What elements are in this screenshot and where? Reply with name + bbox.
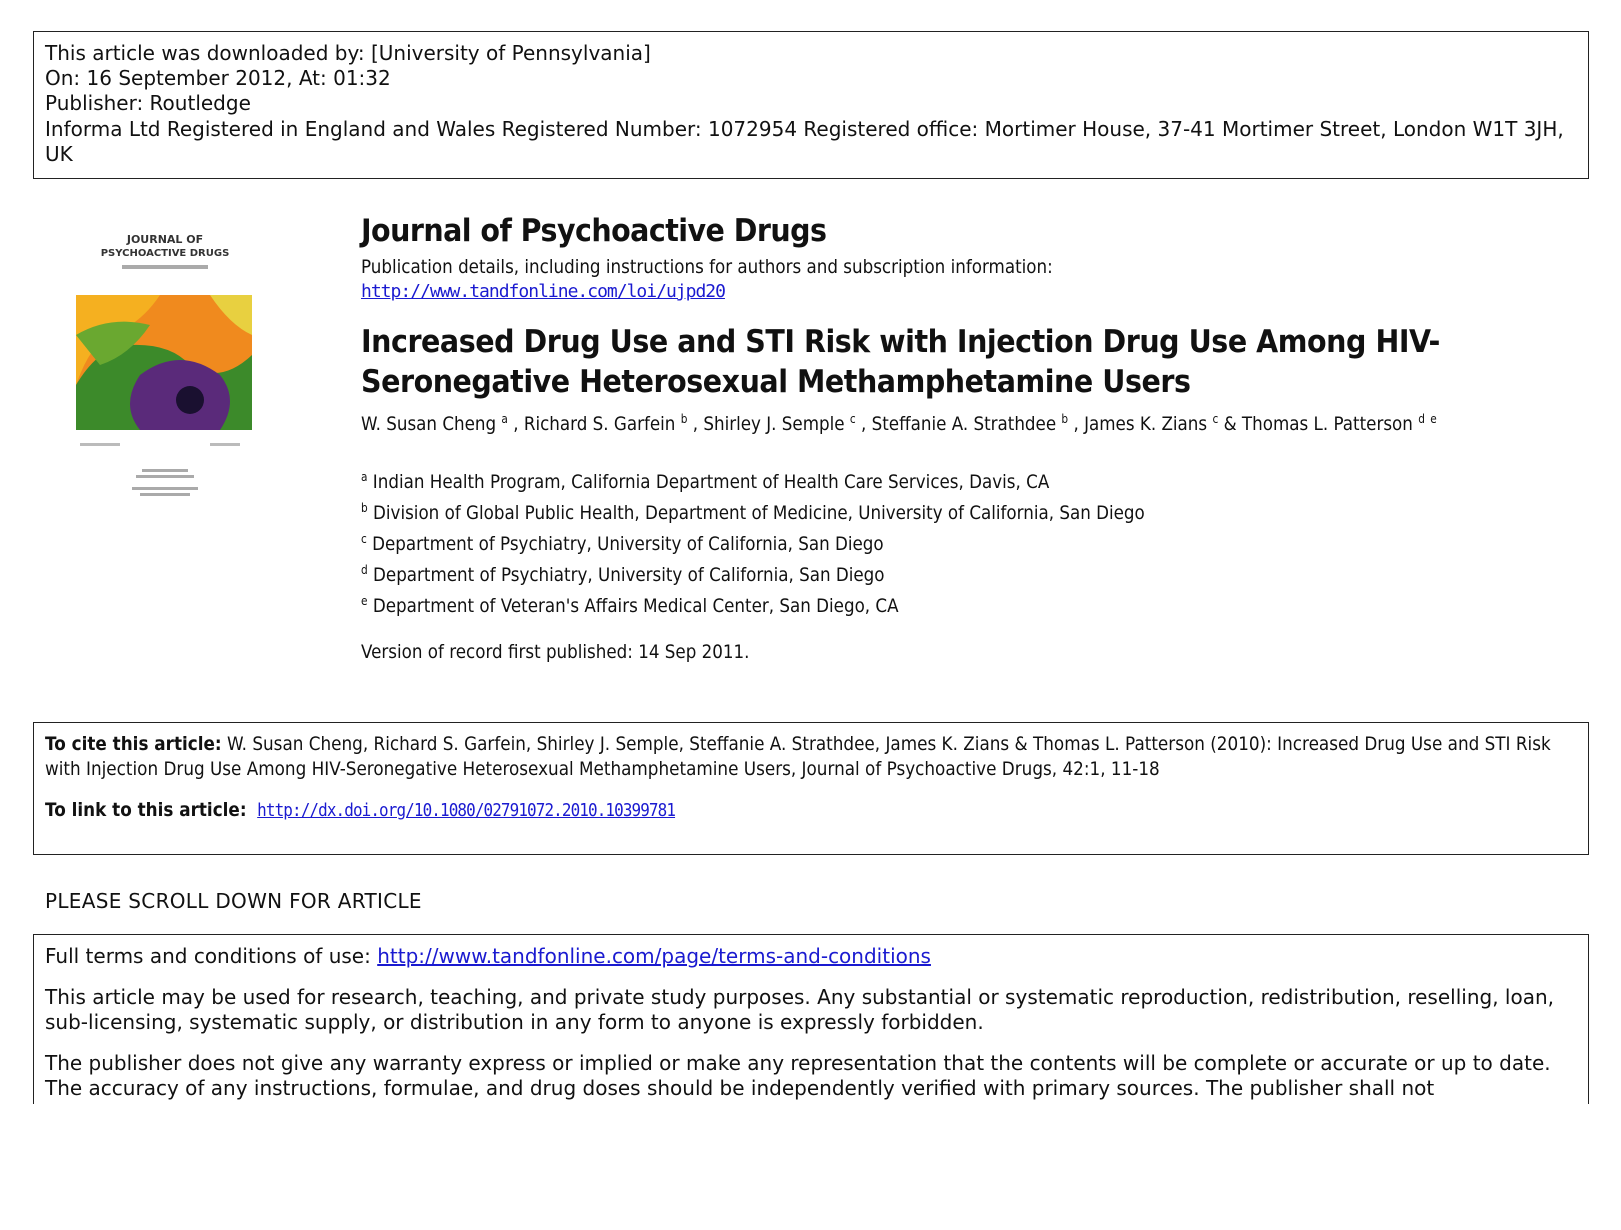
author-name: Richard S. Garfein (523, 413, 676, 435)
cover-artwork (76, 295, 252, 430)
author-list: W. Susan Cheng $^a$ , Richard S. Garfein $^b$ , Shirley J. Semple $^c$ , Steffanie A. Strathdee $^b$ , James K. Zians $^c$ & Thomas L. Patterson $^d$ $^e$ (361, 412, 1437, 435)
publisher: Publisher: Routledge (45, 91, 251, 116)
cover-footer-smudge-left (80, 443, 120, 446)
citation-text (45, 732, 1585, 782)
author-affiliation-mark: a (501, 412, 508, 426)
author-name: James K. Zians (1084, 413, 1208, 435)
cover-title-line2: PSYCHOACTIVE DRUGS (100, 248, 230, 259)
affiliation-text: Department of Psychiatry, University of California, San Diego (372, 533, 884, 555)
author-affiliation-mark: c (849, 412, 856, 426)
affiliation-text: Indian Health Program, California Department of Health Care Services, Davis, CA (372, 471, 1050, 493)
journal-cover-image (70, 225, 260, 505)
affiliation-mark: c (361, 532, 367, 546)
affiliation-c (361, 532, 884, 555)
affiliation-text: Department of Veteran's Affairs Medical Center, San Diego, CA (372, 595, 899, 617)
affiliation-mark: d (361, 563, 368, 577)
cover-editor-smudge-2 (136, 475, 194, 478)
author-affiliation-mark: b (1061, 412, 1069, 426)
version-of-record: Version of record first published: 14 Sep 2011. (361, 641, 750, 663)
journal-url-link[interactable]: http://www.tandfonline.com/loi/ujpd20 (361, 281, 725, 302)
author-affiliation-mark: d (1418, 412, 1425, 426)
cite-label: To cite this article: (45, 733, 222, 755)
article-title: Increased Drug Use and STI Risk with Injection Drug Use Among HIV-Seronegative Heterosexual Methamphetamine Users (361, 324, 1440, 400)
doi-link[interactable]: http://dx.doi.org/10.1080/02791072.2010.10399781 (257, 800, 676, 821)
download-date: On: 16 September 2012, At: 01:32 (45, 66, 391, 91)
article-link-line (45, 799, 675, 821)
affiliation-d (361, 563, 885, 586)
terms-link[interactable]: http://www.tandfonline.com/page/terms-and-conditions (377, 944, 931, 968)
author-affiliation-mark: b (680, 412, 688, 426)
affiliation-e (361, 594, 899, 617)
affiliation-mark: a (361, 470, 368, 484)
terms-paragraph-usage: This article may be used for research, teaching, and private study purposes. Any substantial or systematic reproduction, redistribution, reselling, loan, sub-licensing, systematic supply, or distribution in any form to anyone is expressly forbidden. (45, 985, 1554, 1034)
affiliation-text: Division of Global Public Health, Department of Medicine, University of California, San Diego (373, 502, 1145, 524)
journal-title: Journal of Psychoactive Drugs (361, 213, 827, 249)
citation-box (33, 722, 1589, 855)
affiliation-mark: e (361, 594, 368, 608)
author-affiliation-mark-extra: e (1430, 412, 1437, 426)
cover-publisher-smudge-2 (140, 493, 190, 496)
affiliation-mark: b (361, 501, 368, 515)
affiliation-b (361, 501, 1145, 524)
author-affiliation-mark: c (1212, 412, 1219, 426)
cite-body: W. Susan Cheng, Richard S. Garfein, Shirley J. Semple, Steffanie A. Strathdee, James K. Zians & Thomas L. Patterson (2010): Increased Drug Use and STI Risk with Injection Drug Use Among HIV-Seronegative Heterosexual Methamphetamine Users, Journal of Psychoactive Drugs, 42:1, 11-18 (45, 733, 1551, 780)
cover-footer-smudge-right (210, 443, 240, 446)
link-label: To link to this article: (45, 799, 247, 821)
terms-line (45, 944, 1577, 969)
author-name: Thomas L. Patterson (1241, 413, 1413, 435)
scroll-down-note: PLEASE SCROLL DOWN FOR ARTICLE (45, 889, 422, 913)
terms-label: Full terms and conditions of use: (45, 944, 371, 968)
download-info-box (33, 31, 1589, 179)
publication-details: Publication details, including instructions for authors and subscription information: (361, 256, 1053, 278)
author-name: W. Susan Cheng (361, 413, 497, 435)
affiliation-a (361, 470, 1049, 493)
cover-editor-smudge (142, 469, 188, 472)
affiliation-text: Department of Psychiatry, University of California, San Diego (373, 564, 885, 586)
cover-subtitle-smudge (122, 265, 208, 269)
cover-publisher-smudge (132, 487, 198, 490)
cover-title-line1: JOURNAL OF (126, 233, 204, 246)
terms-paragraph-warranty: The publisher does not give any warranty express or implied or make any representation that the contents will be complete or accurate or up to date. The accuracy of any instructions, formulae, and drug doses should be independently verified with primary sources. The publisher shall not (45, 1051, 1551, 1100)
author-name: Shirley J. Semple (703, 413, 845, 435)
terms-box (33, 934, 1589, 1104)
registered-office: Informa Ltd Registered in England and Wales Registered Number: 1072954 Registered office: Mortimer House, 37-41 Mortimer Street, London W1T 3JH, UK (45, 116, 1564, 166)
author-name: Steffanie A. Strathdee (871, 413, 1057, 435)
download-source: This article was downloaded by: [University of Pennsylvania] (45, 41, 651, 65)
